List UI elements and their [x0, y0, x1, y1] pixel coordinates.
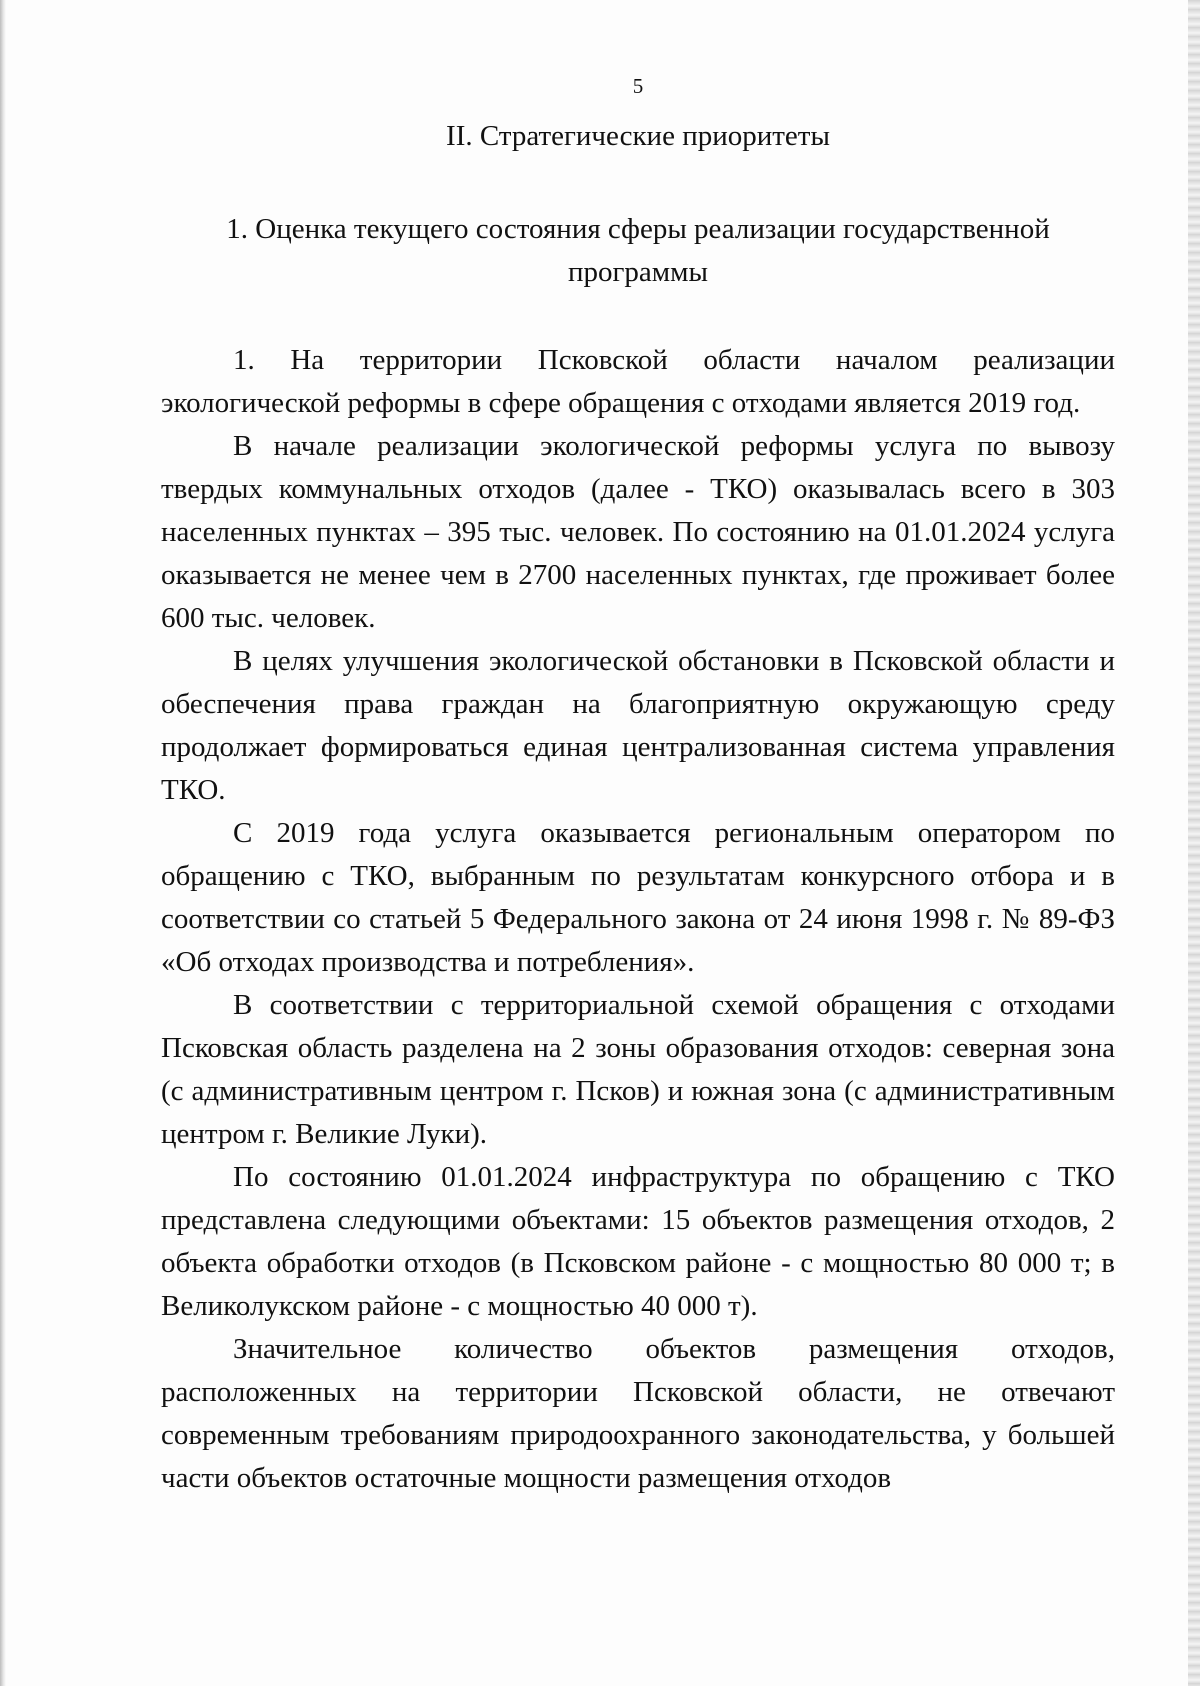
document-body	[161, 339, 1115, 1500]
paragraph: Значительное количество объектов размещения отходов, расположенных на территории Псковской области, не отвечают современным требованиям природоохранного законодательства, у большей части объектов остаточные мощности размещения отходов	[161, 1333, 1115, 1494]
paragraph: В целях улучшения экологической обстановки в Псковской области и обеспечения права граждан на благоприятную окружающую среду продолжает формироваться единая централизованная система управления ТКО.	[161, 645, 1115, 806]
paragraph: В соответствии с территориальной схемой обращения с отходами Псковская область разделена на 2 зоны образования отходов: северная зона (с административным центром г. Псков) и южная зона (с административным центром г. Великие Луки).	[161, 989, 1115, 1150]
paragraph: По состоянию 01.01.2024 инфраструктура по обращению с ТКО представлена следующими объектами: 15 объектов размещения отходов, 2 объекта обработки отходов (в Псковском районе - с мощностью 80 000 т; в Великолукском районе - с мощностью 40 000 т).	[161, 1161, 1115, 1322]
paragraph: 1. На территории Псковской области началом реализации экологической реформы в сфере обращения с отходами является 2019 год.	[161, 344, 1115, 419]
scan-edge-right	[1188, 0, 1200, 1686]
section-title: II. Стратегические приоритеты	[446, 120, 830, 152]
paragraph: С 2019 года услуга оказывается региональным оператором по обращению с ТКО, выбранным по результатам конкурсного отбора и в соответствии со статьей 5 Федерального закона от 24 июня 1998 г. № 89-ФЗ «Об отходах производства и потребления».	[161, 817, 1115, 978]
page-number: 5	[632, 74, 644, 98]
subsection-title: 1. Оценка текущего состояния сферы реализации государственной программы	[226, 213, 1050, 288]
paragraph: В начале реализации экологической реформы услуга по вывозу твердых коммунальных отходов (далее - ТКО) оказывалась всего в 303 населенных пунктах – 395 тыс. человек. По состоянию на 01.01.2024 услуга оказывается не менее чем в 2700 населенных пунктах, где проживает более 600 тыс. человек.	[161, 430, 1115, 634]
scan-edge-left	[0, 0, 6, 1686]
